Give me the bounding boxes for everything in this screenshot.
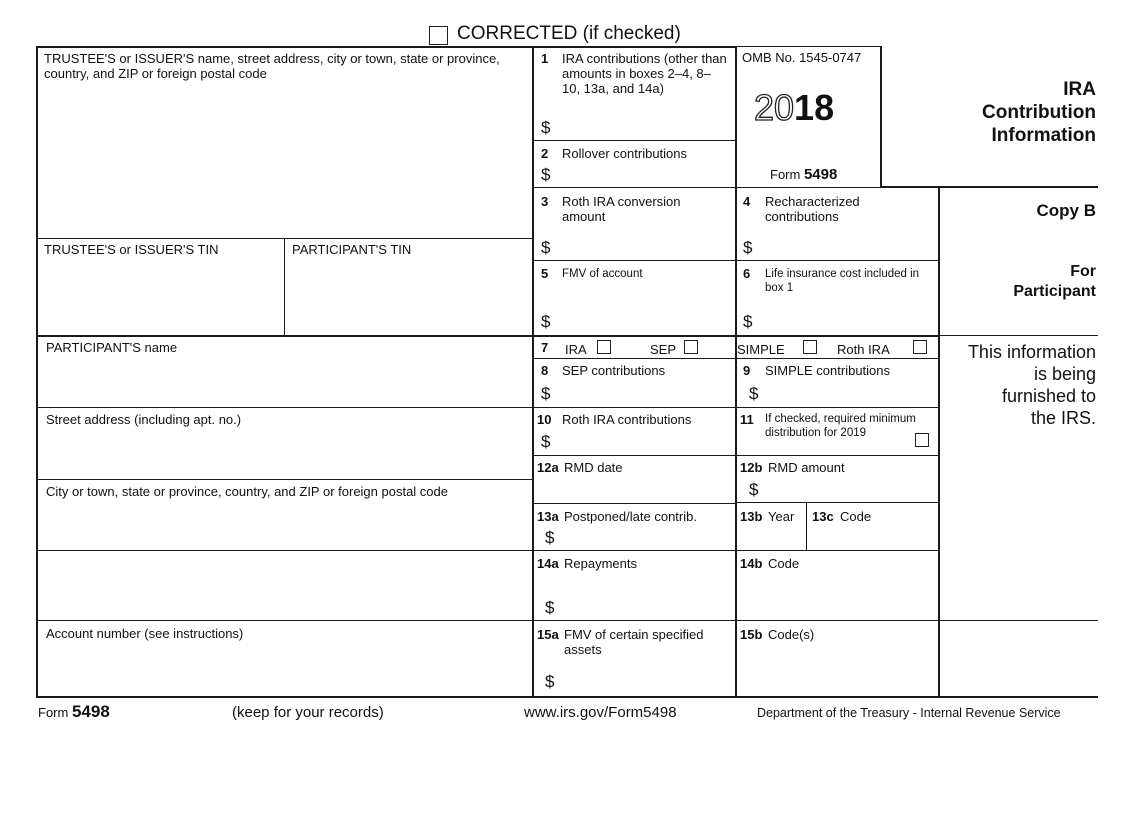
- box3-number: 3: [541, 194, 549, 209]
- trustee-name-label: TRUSTEE'S or ISSUER'S name, street address, city or town, state or province, country, and ZIP or foreign postal code: [44, 51, 500, 81]
- box7-sep-checkbox[interactable]: [684, 340, 698, 354]
- participant-name-label: PARTICIPANT'S name: [46, 340, 178, 355]
- box1-number: 1: [541, 51, 549, 66]
- box11-checkbox[interactable]: [915, 433, 929, 447]
- box13a-number: 13a: [537, 509, 559, 524]
- box9-dollar: $: [749, 384, 759, 403]
- box5-label: FMV of account: [562, 268, 643, 280]
- box7-simple-checkbox[interactable]: [803, 340, 817, 354]
- box7-roth-checkbox[interactable]: [913, 340, 927, 354]
- box6-dollar: $: [743, 312, 753, 331]
- box12a-number: 12a: [537, 460, 559, 475]
- form-title-line2: Contribution: [982, 102, 1096, 123]
- form-number: 5498: [803, 166, 838, 183]
- box13b-label: Year: [768, 509, 795, 524]
- box7-ira-checkbox[interactable]: [597, 340, 611, 354]
- box8-label: SEP contributions: [562, 363, 666, 378]
- box9-label: SIMPLE contributions: [765, 363, 891, 378]
- box3-dollar: $: [541, 238, 551, 257]
- box7-simple-label: SIMPLE: [737, 342, 785, 357]
- box13a-label: Postponed/late contrib.: [564, 509, 697, 524]
- box13c-number: 13c: [812, 509, 834, 524]
- footer-keep: (keep for your records): [232, 704, 384, 721]
- box14a-number: 14a: [537, 556, 559, 571]
- box5-dollar: $: [541, 312, 551, 331]
- trustee-tin-label: TRUSTEE'S or ISSUER'S TIN: [44, 242, 219, 257]
- box11-label: If checked, required minimum distribution for 2019: [765, 413, 916, 439]
- irs-notice-line1: This information: [967, 342, 1096, 362]
- box2-label: Rollover contributions: [562, 146, 688, 161]
- box6-label: Life insurance cost included in box 1: [765, 268, 920, 294]
- footer-form-id: [38, 702, 110, 722]
- box15b-label: Code(s): [768, 627, 815, 642]
- box10-dollar: $: [541, 432, 551, 451]
- box10-label: Roth IRA contributions: [562, 412, 692, 427]
- box2-number: 2: [541, 146, 549, 161]
- irs-notice-line4: the IRS.: [1030, 408, 1096, 428]
- box10-number: 10: [537, 412, 552, 427]
- irs-notice-line2: is being: [1033, 364, 1096, 384]
- copy-label: Copy B: [1036, 201, 1096, 220]
- box12b-number: 12b: [740, 460, 763, 475]
- box12b-dollar: $: [749, 480, 759, 499]
- irs-notice: [968, 341, 1096, 429]
- street-address-label: Street address (including apt. no.): [46, 412, 242, 427]
- form-title-line3: Information: [991, 125, 1096, 146]
- city-label: City or town, state or province, country, and ZIP or foreign postal code: [46, 484, 448, 499]
- box1-label: IRA contributions (other than amounts in boxes 2–4, 8–10, 13a, and 14a): [562, 51, 727, 96]
- box7-sep-label: SEP: [650, 342, 677, 357]
- box3-label: Roth IRA conversion amount: [562, 194, 681, 224]
- account-number-label: Account number (see instructions): [46, 626, 244, 641]
- footer-url: www.irs.gov/Form5498: [524, 704, 677, 721]
- footer-form-number: 5498: [71, 702, 110, 721]
- box4-dollar: $: [743, 238, 753, 257]
- box4-number: 4: [743, 194, 751, 209]
- box11-number: 11: [740, 412, 754, 427]
- box1-dollar: $: [541, 118, 551, 137]
- box6-number: 6: [743, 266, 751, 281]
- box7-number: 7: [541, 340, 549, 355]
- box9-number: 9: [743, 363, 751, 378]
- box13b-number: 13b: [740, 509, 763, 524]
- box15a-number: 15a: [537, 627, 559, 642]
- box8-number: 8: [541, 363, 549, 378]
- box14a-dollar: $: [545, 598, 555, 617]
- tax-year-bold: 18: [794, 87, 835, 128]
- for-participant: [1013, 262, 1096, 302]
- tax-year-outline: 20: [754, 87, 795, 128]
- form-title: [982, 78, 1096, 147]
- box8-dollar: $: [541, 384, 551, 403]
- box7-ira-label: IRA: [565, 342, 587, 357]
- box12b-label: RMD amount: [768, 460, 845, 475]
- form-id: [770, 166, 837, 183]
- box15a-label: FMV of certain specified assets: [564, 627, 704, 657]
- box12a-label: RMD date: [564, 460, 623, 475]
- box15b-number: 15b: [740, 627, 763, 642]
- box13c-label: Code: [840, 509, 872, 524]
- participant-tin-label: PARTICIPANT'S TIN: [292, 242, 412, 257]
- form-word: Form: [770, 167, 801, 182]
- box7-roth-label: Roth IRA: [837, 342, 890, 357]
- box4-label: Recharacterized contributions: [765, 194, 860, 224]
- omb-number: OMB No. 1545-0747: [742, 50, 862, 65]
- tax-year: [754, 88, 834, 128]
- footer-department: Department of the Treasury - Internal Revenue Service: [757, 706, 1061, 720]
- box5-number: 5: [541, 266, 549, 281]
- box2-dollar: $: [541, 165, 551, 184]
- box14b-label: Code: [768, 556, 800, 571]
- for-line1: For: [1070, 263, 1096, 280]
- box14a-label: Repayments: [564, 556, 637, 571]
- corrected-label: CORRECTED (if checked): [457, 23, 681, 44]
- box13a-dollar: $: [545, 528, 555, 547]
- corrected-checkbox[interactable]: [429, 26, 448, 45]
- form-title-line1: IRA: [1063, 79, 1096, 100]
- box15a-dollar: $: [545, 672, 555, 691]
- box14b-number: 14b: [740, 556, 763, 571]
- footer-form-word: Form: [38, 705, 69, 720]
- irs-notice-line3: furnished to: [1001, 386, 1096, 406]
- for-line2: Participant: [1013, 283, 1096, 300]
